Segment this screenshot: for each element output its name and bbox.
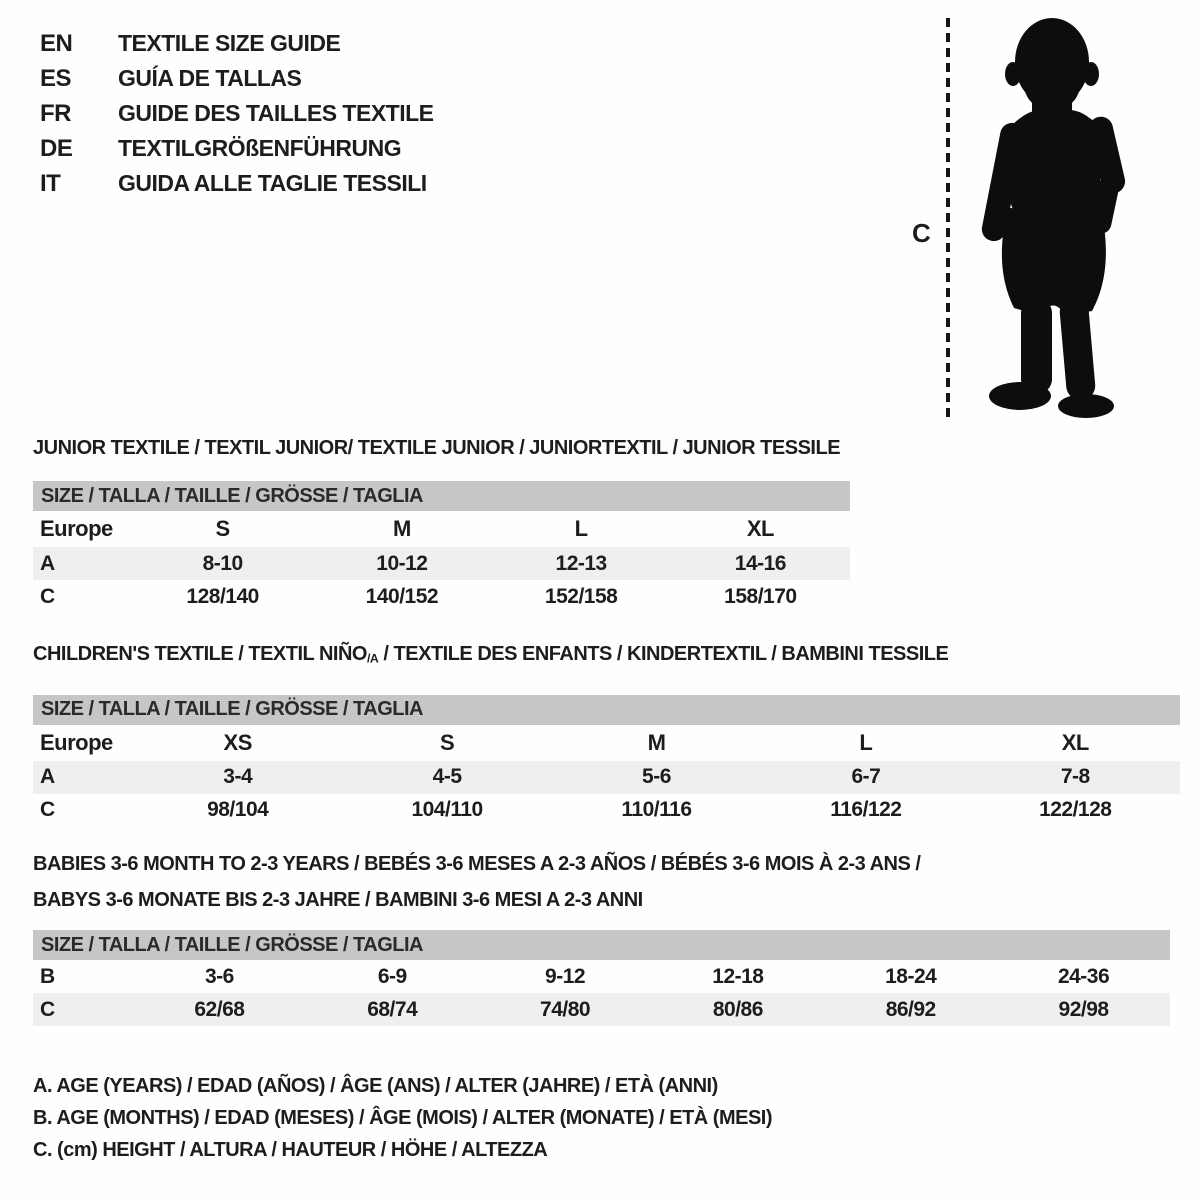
guide-title-es: GUÍA DE TALLAS bbox=[118, 65, 302, 91]
table-cell: 5-6 bbox=[642, 765, 671, 789]
table-row-height bbox=[33, 993, 1170, 1026]
size-header-bar: SIZE / TALLA / TAILLE / GRÖSSE / TAGLIA bbox=[33, 481, 850, 511]
table-cell: 116/122 bbox=[830, 798, 902, 822]
junior-textile-table bbox=[33, 481, 850, 613]
language-code: IT bbox=[40, 169, 61, 197]
table-cell: 7-8 bbox=[1060, 765, 1090, 789]
table-cell: 14-16 bbox=[734, 551, 786, 575]
table-cell: 3-4 bbox=[223, 765, 253, 789]
language-code: EN bbox=[40, 29, 73, 57]
language-row-de bbox=[40, 131, 434, 166]
legend-line-a: A. AGE (YEARS) / EDAD (AÑOS) / ÂGE (ANS) / ALTER (JAHRE) / ETÀ (ANNI) bbox=[33, 1075, 718, 1097]
table-cell: S bbox=[439, 729, 455, 755]
language-row-fr bbox=[40, 96, 434, 131]
table-cell: 110/116 bbox=[621, 798, 692, 822]
childrens-textile-section bbox=[33, 642, 1180, 827]
table-row-months bbox=[33, 960, 1170, 993]
table-cell: 122/128 bbox=[1039, 798, 1112, 822]
size-header-bar: SIZE / TALLA / TAILLE / GRÖSSE / TAGLIA bbox=[33, 695, 1180, 725]
table-cell: 8-10 bbox=[202, 551, 243, 575]
row-label: A bbox=[40, 765, 55, 789]
childrens-textile-table bbox=[33, 695, 1180, 827]
babies-textile-table bbox=[33, 930, 1170, 1026]
table-cell: 86/92 bbox=[885, 997, 936, 1021]
guide-title-en: TEXTILE SIZE GUIDE bbox=[118, 30, 341, 56]
table-cell: 68/74 bbox=[367, 997, 418, 1021]
table-cell: M bbox=[392, 516, 411, 541]
row-label: C bbox=[40, 997, 55, 1021]
table-cell: L bbox=[859, 729, 873, 755]
table-cell: 140/152 bbox=[365, 584, 439, 608]
table-cell: 152/158 bbox=[544, 584, 618, 608]
title-subscript: /A bbox=[366, 651, 379, 666]
row-label: C bbox=[40, 584, 55, 608]
junior-textile-section bbox=[33, 436, 1180, 613]
table-cell: L bbox=[574, 516, 588, 541]
table-row-europe bbox=[33, 725, 1180, 761]
title-part: CHILDREN'S TEXTILE / TEXTIL NIÑO bbox=[33, 643, 367, 665]
row-label: C bbox=[40, 798, 55, 822]
babies-title-line1: BABIES 3-6 MONTH TO 2-3 YEARS / BEBÉS 3-6 MESES A 2-3 AÑOS / BÉBÉS 3-6 MOIS À 2-3 ANS / bbox=[33, 853, 921, 875]
table-cell: 18-24 bbox=[885, 964, 937, 988]
junior-textile-title: JUNIOR TEXTILE / TEXTIL JUNIOR/ TEXTILE JUNIOR / JUNIORTEXTIL / JUNIOR TESSILE bbox=[33, 437, 841, 459]
measurement-legend bbox=[33, 1070, 772, 1166]
table-cell: 6-7 bbox=[851, 765, 881, 789]
table-row-height bbox=[33, 580, 850, 613]
title-part: / TEXTILE DES ENFANTS / KINDERTEXTIL / BAMBINI TESSILE bbox=[378, 643, 949, 665]
language-code: FR bbox=[40, 99, 71, 127]
language-row-it bbox=[40, 166, 434, 201]
size-header-bar: SIZE / TALLA / TAILLE / GRÖSSE / TAGLIA bbox=[33, 930, 1170, 960]
table-cell: 4-5 bbox=[432, 765, 462, 789]
table-cell: 62/68 bbox=[194, 997, 245, 1021]
table-cell: 74/80 bbox=[540, 997, 591, 1021]
height-figure bbox=[900, 6, 1160, 424]
row-label: Europe bbox=[40, 516, 113, 541]
table-row-height bbox=[33, 794, 1180, 827]
toddler-silhouette-icon bbox=[964, 10, 1146, 420]
row-label: A bbox=[40, 551, 55, 575]
language-row-en bbox=[40, 26, 434, 61]
table-cell: 80/86 bbox=[712, 997, 763, 1021]
height-measure-label: C bbox=[912, 218, 931, 248]
language-row-es bbox=[40, 61, 434, 96]
babies-title bbox=[33, 846, 1180, 918]
table-cell: 3-6 bbox=[204, 964, 234, 988]
table-row-europe bbox=[33, 511, 850, 547]
guide-title-fr: GUIDE DES TAILLES TEXTILE bbox=[118, 100, 434, 126]
table-cell: 12-13 bbox=[555, 551, 607, 575]
babies-title-line2: BABYS 3-6 MONATE BIS 2-3 JAHRE / BAMBINI 3-6 MESI A 2-3 ANNI bbox=[33, 889, 643, 911]
language-code: ES bbox=[40, 64, 72, 92]
table-cell: 9-12 bbox=[545, 964, 586, 988]
table-cell: 98/104 bbox=[207, 798, 269, 822]
table-cell: XL bbox=[746, 516, 774, 541]
guide-title-de: TEXTILGRÖßENFÜHRUNG bbox=[118, 135, 402, 161]
table-cell: 24-36 bbox=[1057, 964, 1110, 988]
table-row-age bbox=[33, 761, 1180, 794]
language-header bbox=[40, 26, 434, 201]
table-cell: 12-18 bbox=[712, 964, 764, 988]
table-cell: 128/140 bbox=[186, 584, 259, 608]
legend-line-b: B. AGE (MONTHS) / EDAD (MESES) / ÂGE (MOIS) / ALTER (MONATE) / ETÀ (MESI) bbox=[33, 1107, 773, 1129]
table-cell: 92/98 bbox=[1058, 997, 1109, 1021]
table-row-age bbox=[33, 547, 850, 580]
childrens-textile-title bbox=[33, 642, 1180, 671]
table-cell: 10-12 bbox=[376, 551, 428, 575]
language-code: DE bbox=[40, 134, 73, 162]
table-cell: S bbox=[215, 516, 230, 541]
guide-title-it: GUIDA ALLE TAGLIE TESSILI bbox=[118, 170, 427, 196]
table-cell: XL bbox=[1061, 729, 1089, 755]
table-cell: 6-9 bbox=[377, 964, 407, 988]
babies-textile-section bbox=[33, 846, 1180, 1026]
legend-line-c: C. (cm) HEIGHT / ALTURA / HAUTEUR / HÖHE / ALTEZZA bbox=[33, 1139, 548, 1161]
table-cell: M bbox=[647, 729, 666, 755]
table-cell: XS bbox=[223, 729, 252, 755]
row-label: Europe bbox=[40, 729, 113, 755]
table-cell: 104/110 bbox=[411, 798, 483, 822]
row-label: B bbox=[40, 964, 55, 988]
height-dashed-line-icon bbox=[944, 18, 952, 418]
table-cell: 158/170 bbox=[724, 584, 797, 608]
